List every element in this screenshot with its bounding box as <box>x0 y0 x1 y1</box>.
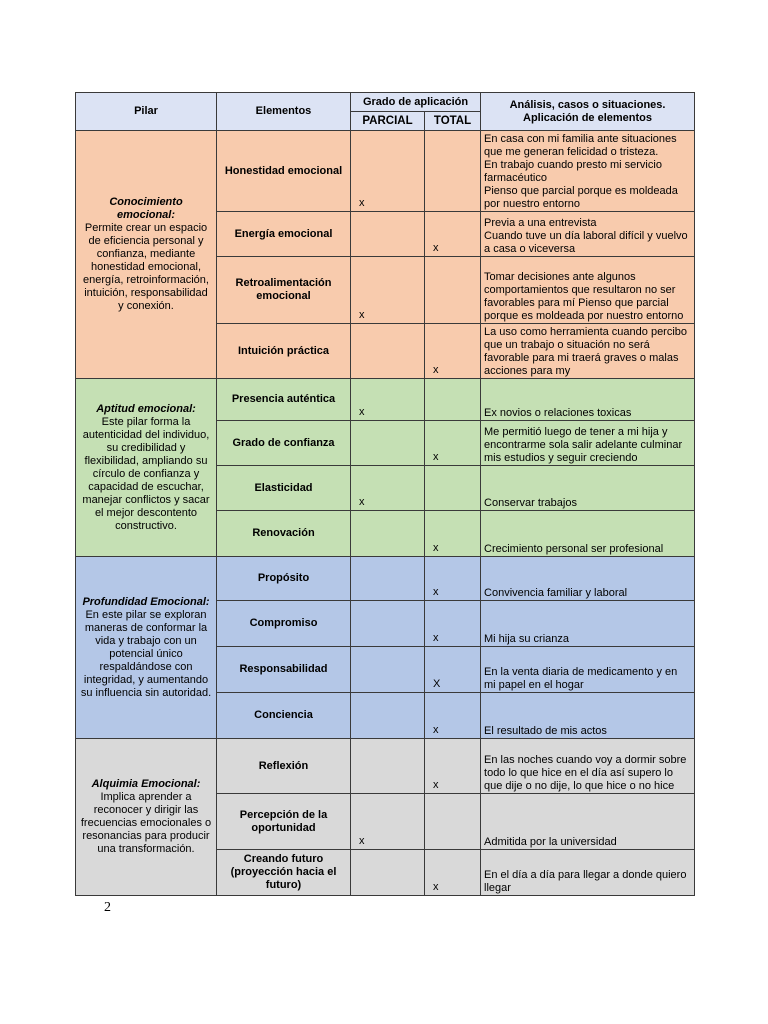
pilar-title: Profundidad Emocional: <box>82 595 210 608</box>
total-mark <box>425 379 481 421</box>
elemento-cell: Propósito <box>217 557 351 601</box>
header-pilar: Pilar <box>76 93 217 131</box>
total-mark: x <box>425 511 481 557</box>
pilar-description: Permite crear un espacio de eficiencia personal y confianza, mediante honestidad emocional, energía, retroinformación, intuición, responsabilidad y conexión. <box>83 222 209 312</box>
total-mark: x <box>425 324 481 379</box>
pilar-cell <box>76 131 217 379</box>
analisis-cell: En la venta diaria de medicamento y en mi papel en el hogar <box>481 647 695 693</box>
analisis-cell: Conservar trabajos <box>481 466 695 511</box>
parcial-mark: x <box>351 466 425 511</box>
page-number: 2 <box>104 900 111 915</box>
table-row <box>76 557 695 601</box>
parcial-mark: x <box>351 131 425 212</box>
analisis-cell: Ex novios o relaciones toxicas <box>481 379 695 421</box>
pilar-description: En este pilar se exploran maneras de conformar la vida y trabajo con un potencial único respaldándose con integridad, y aumentando su influencia sin autoridad. <box>80 608 212 699</box>
elemento-cell: Honestidad emocional <box>217 131 351 212</box>
header-parcial: PARCIAL <box>351 112 425 131</box>
analisis-cell: El resultado de mis actos <box>481 693 695 739</box>
elemento-cell: Presencia auténtica <box>217 379 351 421</box>
elemento-cell: Grado de confianza <box>217 421 351 466</box>
total-mark <box>425 466 481 511</box>
total-mark: X <box>425 647 481 693</box>
analisis-cell: Mi hija su crianza <box>481 601 695 647</box>
pilar-title: Aptitud emocional: <box>96 402 196 415</box>
total-mark: x <box>425 739 481 794</box>
header-analisis <box>481 93 695 131</box>
total-mark <box>425 257 481 324</box>
pilar-cell <box>76 379 217 557</box>
pilar-title: Conocimiento emocional: <box>109 196 183 221</box>
emotional-pillars-table <box>75 92 695 896</box>
pilar-cell <box>76 557 217 739</box>
elemento-cell: Responsabilidad <box>217 647 351 693</box>
elemento-cell: Percepción de la oportunidad <box>217 794 351 850</box>
pilar-description: Este pilar forma la autenticidad del individuo, su credibilidad y flexibilidad, ampliando su círculo de confianza y capacidad de escuchar, manejar conflictos y sacar el mejor descontento constructivo. <box>82 415 210 532</box>
elemento-cell: Retroalimentación emocional <box>217 257 351 324</box>
pilar-description: Implica aprender a reconocer y dirigir las frecuencias emocionales o resonancias para producir una transformación. <box>80 791 212 855</box>
header-grado: Grado de aplicación <box>351 93 481 112</box>
pilar-title: Alquimia Emocional: <box>91 778 201 790</box>
table-row <box>76 739 695 794</box>
total-mark <box>425 794 481 850</box>
header-total: TOTAL <box>425 112 481 131</box>
total-mark: x <box>425 601 481 647</box>
analisis-cell: En el día a día para llegar a donde quiero llegar <box>481 850 695 896</box>
parcial-mark <box>351 421 425 466</box>
analisis-cell: La uso como herramienta cuando percibo que un trabajo o situación no será favorable para mi traerá graves o malas acciones para my <box>481 324 695 379</box>
elemento-cell: Intuición práctica <box>217 324 351 379</box>
header-analisis-line2: Aplicación de elementos <box>523 111 652 124</box>
table-row <box>76 131 695 212</box>
parcial-mark <box>351 647 425 693</box>
header-analisis-line1: Análisis, casos o situaciones. <box>509 98 666 111</box>
parcial-mark <box>351 739 425 794</box>
analisis-cell: Tomar decisiones ante algunos comportamientos que resultaron no ser favorables para mí Pienso que parcial porque es moldeada por nuestro entorno <box>481 257 695 324</box>
analisis-cell: Crecimiento personal ser profesional <box>481 511 695 557</box>
elemento-cell: Elasticidad <box>217 466 351 511</box>
total-mark: x <box>425 421 481 466</box>
elemento-cell: Compromiso <box>217 601 351 647</box>
analisis-cell: Convivencia familiar y laboral <box>481 557 695 601</box>
header-elementos: Elementos <box>217 93 351 131</box>
parcial-mark: x <box>351 794 425 850</box>
elemento-cell: Conciencia <box>217 693 351 739</box>
parcial-mark <box>351 850 425 896</box>
pilar-cell <box>76 739 217 896</box>
parcial-mark: x <box>351 257 425 324</box>
elemento-cell: Renovación <box>217 511 351 557</box>
parcial-mark <box>351 557 425 601</box>
total-mark <box>425 131 481 212</box>
total-mark: x <box>425 212 481 257</box>
analisis-cell: En casa con mi familia ante situaciones que me generan felicidad o tristeza. En trabajo cuando presto mi servicio farmacéutico Pienso que parcial porque es moldeada por nuestro entorno <box>481 131 695 212</box>
total-mark: x <box>425 693 481 739</box>
elemento-cell: Energía emocional <box>217 212 351 257</box>
parcial-mark <box>351 601 425 647</box>
parcial-mark <box>351 212 425 257</box>
analisis-cell: Previa a una entrevista Cuando tuve un día laboral difícil y vuelvo a casa o viceversa <box>481 212 695 257</box>
parcial-mark <box>351 511 425 557</box>
parcial-mark <box>351 693 425 739</box>
analisis-cell: En las noches cuando voy a dormir sobre todo lo que hice en el día así supero lo que dije o no dije, lo que hice o no hice <box>481 739 695 794</box>
elemento-cell: Reflexión <box>217 739 351 794</box>
parcial-mark <box>351 324 425 379</box>
analisis-cell: Me permitió luego de tener a mi hija y encontrarme sola salir adelante culminar mis estudios y seguir creciendo <box>481 421 695 466</box>
elemento-cell: Creando futuro (proyección hacia el futuro) <box>217 850 351 896</box>
parcial-mark: x <box>351 379 425 421</box>
analisis-cell: Admitida por la universidad <box>481 794 695 850</box>
table-row <box>76 379 695 421</box>
total-mark: x <box>425 557 481 601</box>
total-mark: x <box>425 850 481 896</box>
